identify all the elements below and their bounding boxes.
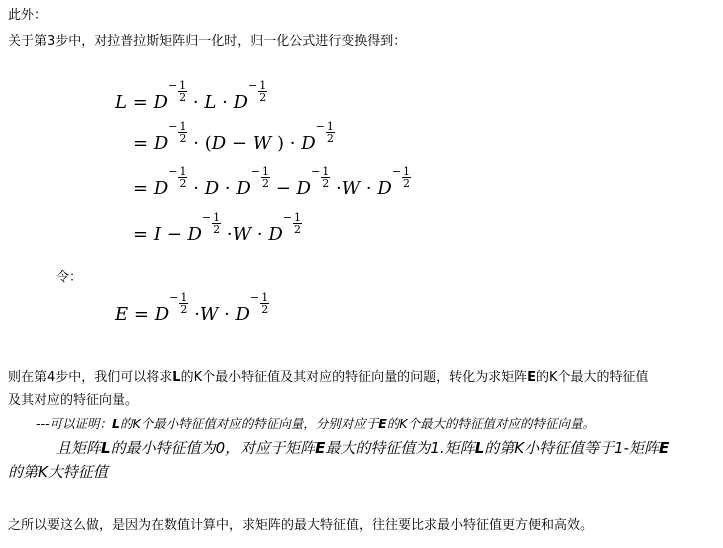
text-line-step3: 关于第3步中，对拉普拉斯矩阵归一化时，归一化公式进行变换得到： [8,34,407,49]
text-line-ling: 令： [56,270,83,285]
text-line-proof: ---可以证明：L的K个最小特征值对应的特征向量，分别对应于E的K个最大的特征值对应的特征向量。 [36,416,595,431]
equation-line-2: = D− $\frac{1}{2}$ · (D − W ) · D− $\frac{1}{2}$ [133,120,334,154]
equation-line-3: = D− $\frac{1}{2}$ · D · D− $\frac{1}{2}$ − D− $\frac{1}{2}$ ·W · D− $\frac{1}{2}$ [133,165,411,199]
text-line-step4: 则在第4步中，我们可以将求L的K个最小特征值及其对应的特征向量的问题，转化为求矩阵E的K个最大的特征值 [8,370,649,385]
equation-line-1: L = D− $\frac{1}{2}$ · L · D− $\frac{1}{2}$ [115,79,267,113]
equation-line-4: = I − D− $\frac{1}{2}$ ·W · D− $\frac{1}{2}$ [133,211,302,245]
text-line-conclusion: 之所以要这么做，是因为在数值计算中，求矩阵的最大特征值，往往要比求最小特征值更方便和高效。 [8,518,594,533]
text-line-eigen-note: 且矩阵L的最小特征值为0，对应于矩阵E最大的特征值为1.矩阵L的第K小特征值等于1-矩阵E [56,439,670,457]
text-line-step4-cont: 及其对应的特征向量。 [8,393,139,408]
text-line-eigen-note-cont: 的第K大特征值 [8,463,108,481]
equation-E: E = D− $\frac{1}{2}$ ·W · D− $\frac{1}{2}$ [115,291,269,325]
text-line-intro: 此外： [8,8,48,23]
